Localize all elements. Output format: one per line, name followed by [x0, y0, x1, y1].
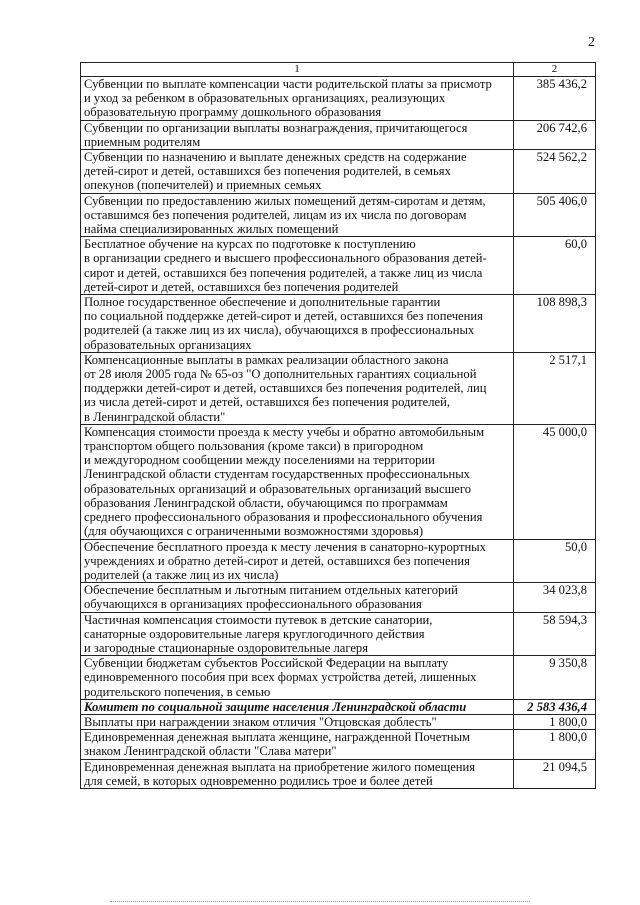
- table-row: [81, 237, 596, 295]
- row-description: [81, 583, 514, 612]
- row-description-line: среднего профессионального образования и профессионального обучения: [84, 510, 483, 525]
- table-row: [81, 583, 596, 612]
- row-amount: 2 583 436,4: [514, 699, 596, 714]
- row-description: [81, 612, 514, 656]
- row-description-line: и уход за ребенком в образовательных организациях, реализующих: [84, 91, 446, 106]
- row-description-line: и междугородном сообщении между поселениями на территории: [84, 453, 435, 468]
- row-amount: 50,0: [514, 539, 596, 583]
- budget-table-body: [81, 63, 596, 789]
- row-description-line: Частичная компенсация стоимости путевок в детские санатории,: [84, 612, 433, 627]
- row-description: [81, 656, 514, 700]
- row-amount: 2 517,1: [514, 352, 596, 424]
- row-description-line: из числа детей-сирот и детей, оставшихся без попечения родителей,: [84, 395, 451, 410]
- row-amount: 385 436,2: [514, 77, 596, 121]
- row-description-line: транспортом общего пользования (кроме такси) в пригородном: [84, 439, 424, 454]
- row-description: [81, 352, 514, 424]
- row-description-line: обучающихся в организациях профессионального образования: [84, 597, 422, 612]
- row-description-line: родителей (а также лиц из их числа), обучающихся в профессиональных: [84, 323, 475, 338]
- row-description-line: детей-сирот и детей, оставшихся без попечения родителей: [84, 279, 399, 294]
- row-description-line: (для обучающихся с ограниченными возможностями здоровья): [84, 524, 424, 539]
- page-number: 2: [588, 35, 595, 50]
- row-description-line: Субвенции по выплате компенсации части родительской платы за присмотр: [84, 77, 492, 91]
- row-description-line: образовательных организациях: [84, 337, 252, 352]
- row-amount: 45 000,0: [514, 424, 596, 539]
- row-amount: 206 742,6: [514, 120, 596, 149]
- row-description-line: опекунов (попечителей) и приемных семьях: [84, 178, 322, 193]
- row-description-line: знаком Ленинградской области "Слава матери": [84, 744, 337, 759]
- row-description-line: родителей (а также лиц из их числа): [84, 567, 279, 582]
- row-description-line: Субвенции по предоставлению жилых помещений детям-сиротам и детям,: [84, 193, 486, 208]
- row-description-line: Ленинградской области студентам государственных профессиональных: [84, 467, 470, 482]
- row-description-line: Комитет по социальной защите населения Ленинградской области: [84, 699, 467, 714]
- row-description-line: Субвенции по организации выплаты вознаграждения, причитающегося: [84, 120, 468, 135]
- row-description-line: Полное государственное обеспечение и дополнительные гарантии: [84, 295, 441, 310]
- row-description: [81, 120, 514, 149]
- row-description-line: оставшимся без попечения родителей, лицам из их числа по договорам: [84, 207, 467, 222]
- row-description: [81, 714, 514, 729]
- row-description-line: Обеспечение бесплатным и льготным питанием отдельных категорий: [84, 583, 458, 598]
- row-amount: 21 094,5: [514, 759, 596, 788]
- table-row: [81, 193, 596, 237]
- row-description-line: Субвенции по назначению и выплате денежных средств на содержание: [84, 150, 467, 165]
- row-description: [81, 237, 514, 295]
- row-description: [81, 424, 514, 539]
- table-row: [81, 120, 596, 149]
- row-amount: 108 898,3: [514, 295, 596, 353]
- row-description-line: Единовременная денежная выплата на приобретение жилого помещения: [84, 759, 476, 774]
- table-row: [81, 612, 596, 656]
- table-header-row: [81, 63, 596, 77]
- table-row: [81, 759, 596, 788]
- table-row: [81, 714, 596, 729]
- row-description: [81, 759, 514, 788]
- row-description-line: Компенсация стоимости проезда к месту учебы и обратно автомобильным: [84, 424, 485, 439]
- row-amount: 505 406,0: [514, 193, 596, 237]
- table-row: [81, 77, 596, 121]
- table-row: [81, 539, 596, 583]
- budget-table: [80, 62, 596, 789]
- column-header-name: 1: [81, 63, 514, 77]
- row-description-line: и загородные стационарные оздоровительные лагеря: [84, 640, 368, 655]
- row-amount: 60,0: [514, 237, 596, 295]
- row-description-line: для семей, в которых одновременно родились трое и более детей: [84, 773, 433, 788]
- row-description-line: Обеспечение бесплатного проезда к месту лечения в санаторно-курортных: [84, 539, 486, 554]
- row-description-line: в организации среднего и высшего профессионального образования детей-: [84, 251, 487, 266]
- row-amount: 1 800,0: [514, 730, 596, 759]
- row-description-line: Субвенции бюджетам субъектов Российской Федерации на выплату: [84, 656, 449, 671]
- row-amount: 58 594,3: [514, 612, 596, 656]
- table-row: [81, 730, 596, 759]
- row-description: [81, 77, 514, 121]
- row-description-line: приемным родителям: [84, 134, 201, 149]
- row-description: [81, 730, 514, 759]
- row-description-line: образовательных организаций и образовательных организаций высшего: [84, 481, 472, 496]
- row-description-line: учреждениях и обратно детей-сирот и детей, оставшихся без попечения: [84, 553, 470, 568]
- row-description-line: сирот и детей, оставшихся без попечения родителей, а также лиц из числа: [84, 265, 483, 280]
- row-description-line: образования Ленинградской области, обучающимся по программам: [84, 495, 448, 510]
- row-description-line: санаторные оздоровительные лагеря круглогодичного действия: [84, 626, 425, 641]
- table-row: [81, 424, 596, 539]
- row-description-line: поддержки детей-сирот и детей, оставшихся без попечения родителей, лиц: [84, 381, 487, 396]
- row-description-line: найма специализированных жилых помещений: [84, 222, 339, 237]
- row-description: [81, 295, 514, 353]
- scan-edge-mark: [110, 901, 530, 903]
- row-amount: 34 023,8: [514, 583, 596, 612]
- table-row: [81, 352, 596, 424]
- row-description-line: Компенсационные выплаты в рамках реализации областного закона: [84, 352, 449, 367]
- column-header-value: 2: [514, 63, 596, 77]
- table-row: [81, 150, 596, 194]
- row-amount: 524 562,2: [514, 150, 596, 194]
- row-description: [81, 150, 514, 194]
- row-description-line: в Ленинградской области": [84, 409, 226, 424]
- row-description-line: от 28 июля 2005 года № 65-оз "О дополнительных гарантиях социальной: [84, 367, 477, 382]
- row-description: [81, 193, 514, 237]
- row-description: [81, 539, 514, 583]
- row-amount: 9 350,8: [514, 656, 596, 700]
- row-description: [81, 699, 514, 714]
- row-description-line: единовременного пособия при всех формах устройства детей, лишенных: [84, 670, 477, 685]
- row-description-line: образовательную программу дошкольного образования: [84, 105, 382, 120]
- row-description-line: Единовременная денежная выплата женщине, награжденной Почетным: [84, 730, 471, 745]
- row-description-line: родительского попечения, в семью: [84, 684, 271, 699]
- row-amount: 1 800,0: [514, 714, 596, 729]
- row-description-line: Выплаты при награждении знаком отличия "Отцовская доблесть": [84, 714, 437, 729]
- table-row-section-total: [81, 699, 596, 714]
- row-description-line: детей-сирот и детей, оставшихся без попечения родителей, в семьях: [84, 164, 451, 179]
- table-row: [81, 295, 596, 353]
- table-row: [81, 656, 596, 700]
- row-description-line: Бесплатное обучение на курсах по подготовке к поступлению: [84, 237, 416, 252]
- row-description-line: по социальной поддержке детей-сирот и детей, оставшихся без попечения: [84, 309, 483, 324]
